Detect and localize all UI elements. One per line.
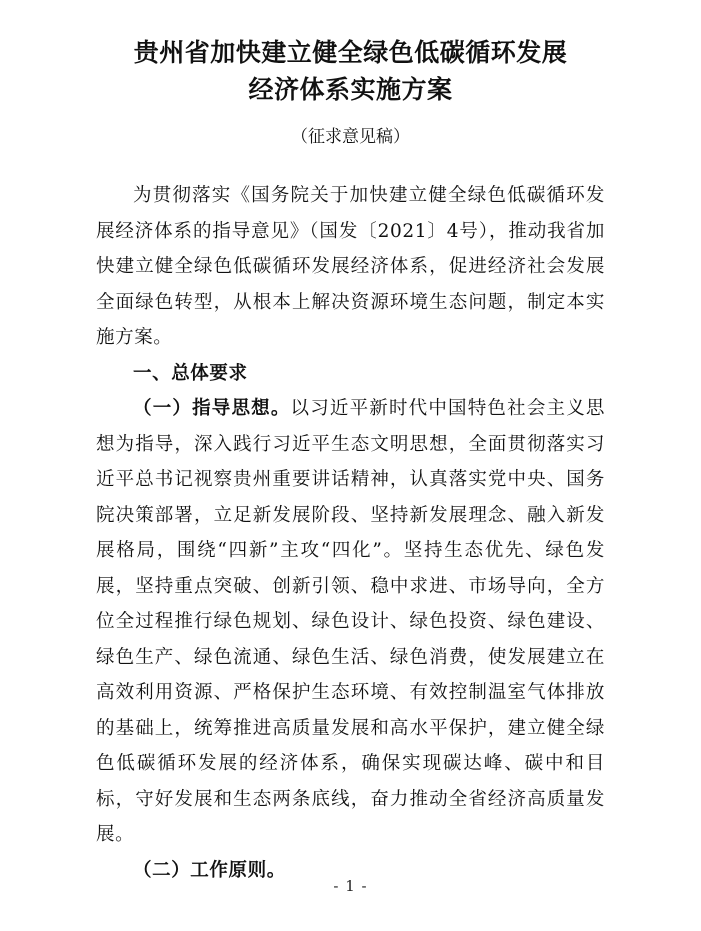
- page-number: - 1 -: [333, 877, 368, 895]
- paragraph-guiding-thought-text: 以习近平新时代中国特色社会主义思想为指导，深入践行习近平生态文明思想，全面贯彻落实习近平总书记视察贵州重要讲话精神，认真落实党中央、国务院决策部署，立足新发展阶段、坚持新发展理念、融入新发展格局，围绕“四新”主攻“四化”。坚持生态优先、绿色发展，坚持重点突破、创新引领、稳中求进、市场导向，全方位全过程推行绿色规划、绿色设计、绿色投资、绿色建设、绿色生产、绿色流通、绿色生活、绿色消费，使发展建立在高效利用资源、严格保护生态环境、有效控制温室气体排放的基础上，统筹推进高质量发展和高水平保护，建立健全绿色低碳循环发展的经济体系，确保实现碳达峰、碳中和目标，守好发展和生态两条底线，奋力推动全省经济高质量发展。: [96, 398, 605, 845]
- title-line-2: 经济体系实施方案: [248, 75, 453, 104]
- title-line-1: 贵州省加快建立健全绿色低碳循环发展: [133, 38, 568, 67]
- document-body: [96, 178, 605, 888]
- subheading-guiding-thought: （一）指导思想。: [133, 398, 291, 419]
- section-heading-overall-requirements: 一、总体要求: [133, 362, 248, 384]
- page-title: [96, 34, 605, 108]
- paragraph-guiding-thought: [96, 391, 605, 853]
- document-subtitle: （征求意见稿）: [291, 127, 410, 147]
- paragraph-preamble: 为贯彻落实《国务院关于加快建立健全绿色低碳循环发展经济体系的指导意见》（国发〔2021〕4号），推动我省加快建立健全绿色低碳循环发展经济体系，促进经济社会发展全面绿色转型，从根本上解决资源环境生态问题，制定本实施方案。: [96, 185, 605, 348]
- subheading-work-principles: （二）工作原则。: [133, 859, 286, 881]
